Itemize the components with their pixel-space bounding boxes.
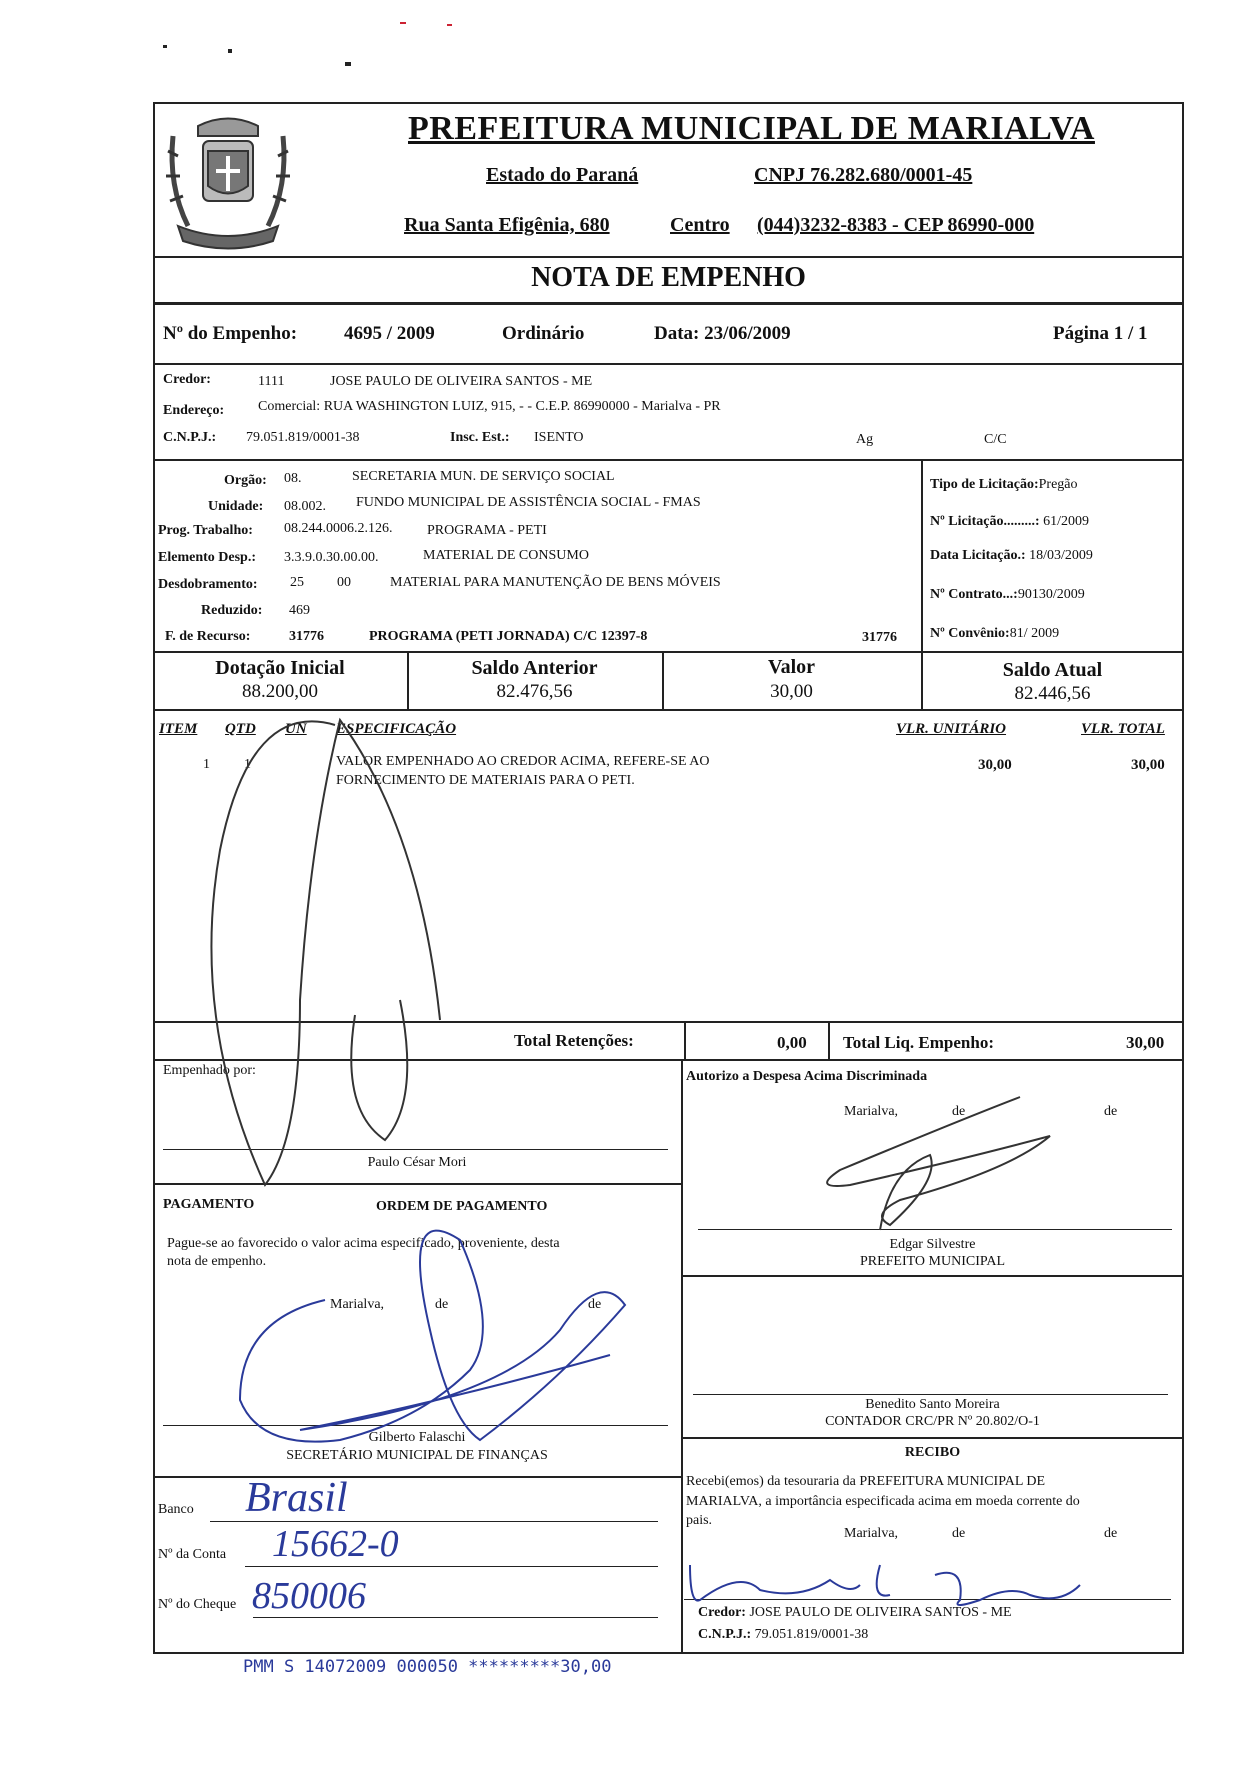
empenho-date: Data: 23/06/2009: [654, 323, 791, 344]
header-district: Centro: [670, 214, 730, 236]
elemento-code: 3.3.9.0.30.00.00.: [284, 550, 379, 565]
saldo-atual-value: 82.446,56: [1014, 683, 1091, 704]
reduzido-value: 469: [289, 603, 310, 618]
fonte-label: F. de Recurso:: [165, 629, 251, 644]
empenho-type: Ordinário: [502, 323, 585, 344]
prefeito-name: Edgar Silvestre: [889, 1237, 976, 1252]
desdobramento-code2: 00: [337, 575, 351, 590]
pagamento-de2: de: [588, 1297, 602, 1312]
empenho-number: 4695 / 2009: [344, 323, 435, 344]
header-cnpj: CNPJ 76.282.680/0001-45: [754, 164, 973, 186]
empenhado-label: Empenhado por:: [163, 1063, 256, 1078]
secretario-name: Gilberto Falaschi: [368, 1430, 466, 1445]
conta-value: 15662-0: [272, 1523, 399, 1565]
recibo-text-line2: MARIALVA, a importância especificada acima em moeda corrente do: [686, 1494, 1080, 1509]
fonte-name: PROGRAMA (PETI JORNADA) C/C 12397-8: [369, 629, 648, 644]
address-label: Endereço:: [163, 403, 225, 418]
banco-value: Brasil: [245, 1475, 348, 1521]
item-number: 1: [203, 757, 210, 772]
payment-stamp: PMM S 14072009 000050 *********30,00: [243, 1657, 612, 1677]
pagamento-text-line2: nota de empenho.: [167, 1254, 267, 1269]
saldo-atual-label: Saldo Atual: [1002, 659, 1103, 681]
valor-value: 30,00: [770, 681, 813, 702]
recibo-title: RECIBO: [904, 1445, 961, 1460]
col-especificacao: ESPECIFICAÇÃO: [336, 721, 457, 737]
banco-label: Banco: [158, 1502, 194, 1517]
autorizo-label: Autorizo a Despesa Acima Discriminada: [686, 1069, 928, 1084]
credor-cnpj-label: C.N.P.J.:: [163, 430, 217, 445]
scan-speck: [447, 24, 452, 26]
empenhado-name: Paulo César Mori: [367, 1155, 467, 1170]
header-address: Rua Santa Efigênia, 680: [404, 214, 610, 236]
header-phone-cep: (044)3232-8383 - CEP 86990-000: [757, 214, 1035, 236]
empenho-label: Nº do Empenho:: [163, 323, 298, 344]
num-licitacao: Nº Licitação.........: 61/2009: [930, 514, 1089, 529]
col-item: ITEM: [159, 721, 198, 737]
orgao-name: SECRETARIA MUN. DE SERVIÇO SOCIAL: [352, 469, 615, 484]
col-un: UN: [285, 721, 307, 737]
saldo-anterior-value: 82.476,56: [496, 681, 573, 702]
pagamento-de1: de: [435, 1297, 449, 1312]
col-vlr-unitario: VLR. UNITÁRIO: [896, 721, 1007, 737]
conta-label: Nº da Conta: [158, 1547, 227, 1562]
document-title: NOTA DE EMPENHO: [531, 262, 806, 293]
prog-label: Prog. Trabalho:: [158, 523, 253, 538]
liquido-label: Total Liq. Empenho:: [843, 1033, 994, 1052]
contador-name: Benedito Santo Moreira: [865, 1397, 1000, 1412]
valor-label: Valor: [767, 656, 816, 678]
contador-role: CONTADOR CRC/PR Nº 20.802/O-1: [825, 1414, 1040, 1429]
credor-code: 1111: [258, 374, 285, 389]
recibo-place: Marialva,: [844, 1526, 899, 1541]
page-number: Página 1 / 1: [1053, 323, 1148, 344]
credor-address: Comercial: RUA WASHINGTON LUIZ, 915, - - C.E.P. 86990000 - Marialva - PR: [258, 399, 721, 414]
secretario-role: SECRETÁRIO MUNICIPAL DE FINANÇAS: [286, 1448, 548, 1463]
recibo-de2: de: [1104, 1526, 1118, 1541]
credor-name: JOSE PAULO DE OLIVEIRA SANTOS - ME: [330, 374, 593, 389]
recibo-cnpj: C.N.P.J.: 79.051.819/0001-38: [698, 1627, 869, 1642]
prefeito-role: PREFEITO MUNICIPAL: [859, 1254, 1006, 1269]
unidade-name: FUNDO MUNICIPAL DE ASSISTÊNCIA SOCIAL - FMAS: [356, 495, 701, 510]
cheque-value: 850006: [252, 1575, 366, 1617]
fonte-code-right: 31776: [862, 630, 897, 645]
ordem-pagamento-label: ORDEM DE PAGAMENTO: [376, 1199, 548, 1214]
recibo-credor: Credor: JOSE PAULO DE OLIVEIRA SANTOS - ME: [698, 1605, 1012, 1620]
elemento-label: Elemento Desp.:: [158, 550, 256, 565]
agency-label: Ag: [856, 432, 874, 447]
item-description-line1: VALOR EMPENHADO AO CREDOR ACIMA, REFERE-SE AO: [336, 754, 710, 769]
liquido-value: 30,00: [1126, 1033, 1165, 1052]
account-label: C/C: [984, 432, 1007, 447]
desdobramento-code1: 25: [290, 575, 304, 590]
item-qtd: 1: [244, 757, 251, 772]
retencoes-value: 0,00: [777, 1033, 807, 1052]
autorizo-de2: de: [1104, 1104, 1118, 1119]
pagamento-label: PAGAMENTO: [163, 1197, 255, 1212]
scan-speck: [345, 62, 351, 66]
insc-value: ISENTO: [534, 430, 584, 445]
scan-speck: [163, 45, 167, 48]
fonte-code: 31776: [289, 629, 324, 644]
dotacao-label: Dotação Inicial: [215, 657, 345, 679]
recibo-de1: de: [952, 1526, 966, 1541]
tipo-licitacao: Tipo de Licitação:Pregão: [930, 477, 1078, 492]
scan-speck: [228, 49, 232, 53]
saldo-anterior-label: Saldo Anterior: [471, 657, 598, 679]
item-description-line2: FORNECIMENTO DE MATERIAIS PARA O PETI.: [336, 773, 635, 788]
orgao-label: Orgão:: [224, 473, 267, 488]
pagamento-place: Marialva,: [330, 1297, 385, 1312]
elemento-name: MATERIAL DE CONSUMO: [423, 548, 589, 563]
dotacao-value: 88.200,00: [242, 681, 318, 702]
credor-cnpj: 79.051.819/0001-38: [246, 430, 360, 445]
recibo-text-line3: pais.: [686, 1513, 713, 1528]
credor-label: Credor:: [163, 372, 211, 387]
cheque-label: Nº do Cheque: [158, 1597, 237, 1612]
prog-name: PROGRAMA - PETI: [427, 523, 547, 538]
unidade-label: Unidade:: [208, 499, 264, 514]
prefeitura-title: PREFEITURA MUNICIPAL DE MARIALVA: [408, 110, 1095, 147]
pagamento-text-line1: Pague-se ao favorecido o valor acima especificado, proveniente, desta: [167, 1236, 560, 1251]
scan-speck: [400, 22, 406, 24]
unidade-code: 08.002.: [284, 499, 326, 514]
prog-code: 08.244.0006.2.126.: [284, 521, 393, 536]
autorizo-de1: de: [952, 1104, 966, 1119]
retencoes-label: Total Retenções:: [514, 1031, 634, 1050]
recibo-text-line1: Recebi(emos) da tesouraria da PREFEITURA MUNICIPAL DE: [686, 1474, 1046, 1489]
desdobramento-name: MATERIAL PARA MANUTENÇÃO DE BENS MÓVEIS: [390, 575, 721, 590]
orgao-code: 08.: [284, 471, 302, 486]
insc-label: Insc. Est.:: [450, 430, 510, 445]
municipal-coat-of-arms-icon: [158, 106, 298, 256]
num-contrato: Nº Contrato...:90130/2009: [930, 587, 1085, 602]
state-name: Estado do Paraná: [486, 164, 639, 186]
data-licitacao: Data Licitação.: 18/03/2009: [930, 548, 1093, 563]
col-qtd: QTD: [225, 721, 256, 737]
item-vlr-unitario: 30,00: [978, 757, 1012, 773]
num-convenio: Nº Convênio:81/ 2009: [930, 626, 1060, 641]
item-vlr-total: 30,00: [1131, 757, 1165, 773]
autorizo-place: Marialva,: [844, 1104, 899, 1119]
reduzido-label: Reduzido:: [201, 603, 263, 618]
desdobramento-label: Desdobramento:: [158, 577, 258, 592]
col-vlr-total: VLR. TOTAL: [1081, 721, 1165, 737]
